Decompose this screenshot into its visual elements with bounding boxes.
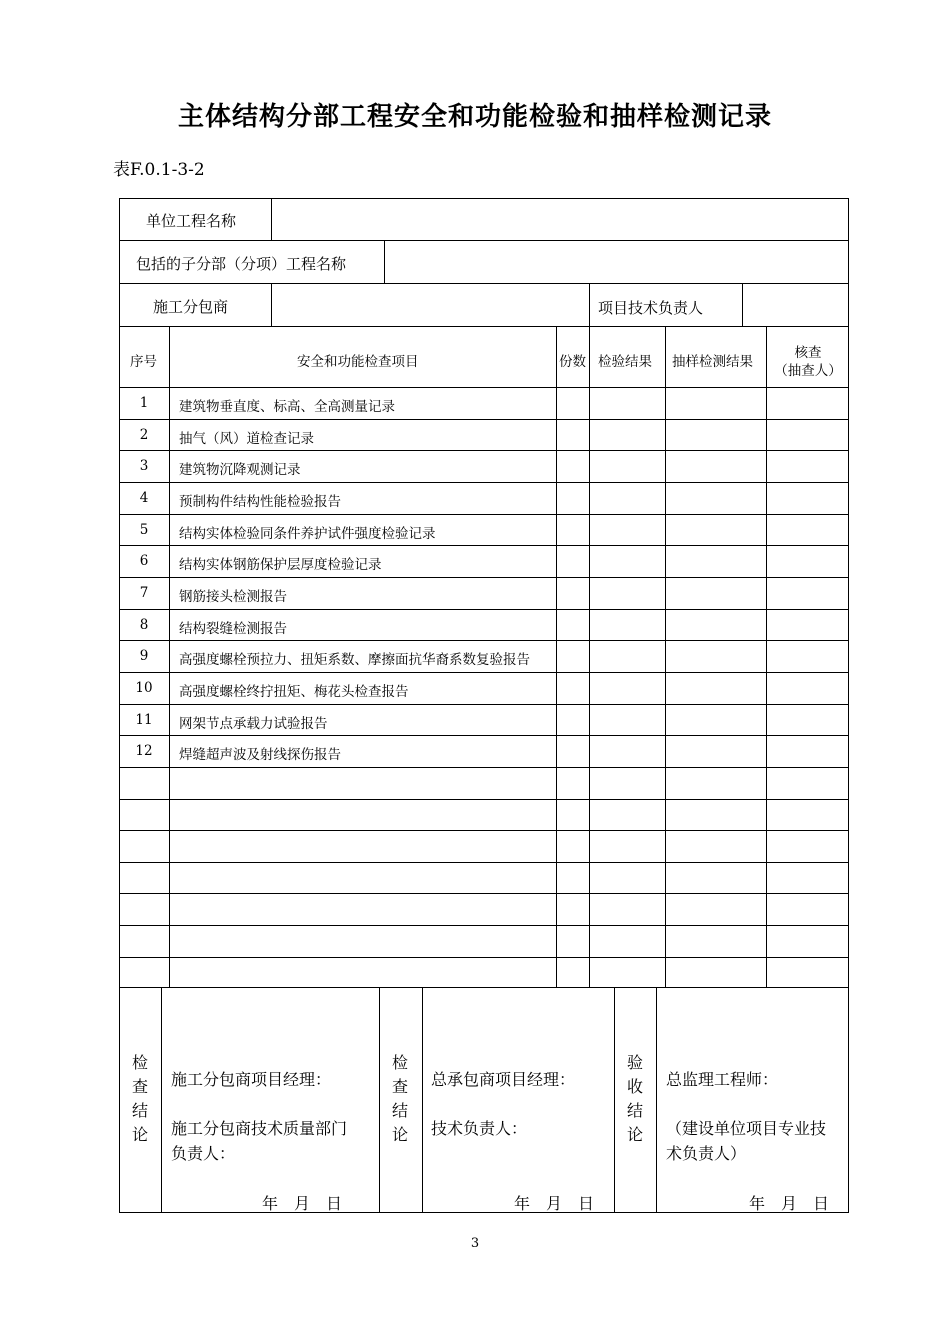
row-divider [119,387,849,388]
date-1: 年 月 日 [262,1194,343,1213]
col-seq-header: 序号 [130,354,157,370]
row-divider [119,419,849,420]
row-item: 高强度螺栓终拧扭矩、梅花头检查报告 [179,683,409,700]
row-divider [119,735,849,736]
row-divider [119,862,849,863]
row-item: 结构实体钢筋保护层厚度检验记录 [179,557,382,574]
col-divider [169,326,170,987]
row-item: 预制构件结构性能检验报告 [179,493,341,510]
row-divider [119,514,849,515]
col-item-header: 安全和功能检查项目 [297,354,419,370]
general-contractor-pm-label: 总承包商项目经理： [431,1070,576,1089]
row-number: 11 [135,711,153,728]
sub-parts-name-label: 包括的子分部（分项）工程名称 [136,255,347,273]
col-check-header-line1: 核查 [794,345,822,361]
footer-label-1: 检 查 结 论 [131,1053,148,1144]
row-divider [119,672,849,673]
subcontractor-qa-label-cont: 负责人： [171,1144,236,1163]
row-number: 3 [139,458,149,475]
page-number: 3 [470,1236,480,1251]
subcontractor-pm-label: 施工分包商项目经理： [171,1070,332,1089]
col-divider [271,198,272,240]
footer-divider [119,987,849,988]
row-item: 高强度螺栓预拉力、扭矩系数、摩擦面抗华裔系数复验报告 [179,652,530,669]
row-item: 结构裂缝检测报告 [179,620,287,637]
project-tech-lead-label: 项目技术负责人 [598,299,704,317]
col-divider [742,283,743,326]
row-item: 建筑物垂直度、标高、全高测量记录 [179,399,395,415]
date-3: 年 月 日 [749,1194,830,1213]
col-divider [766,326,767,987]
row-divider [119,799,849,800]
col-divider [271,283,272,326]
row-divider [119,240,849,241]
owner-tech-lead-label: （建设单位项目专业技 [666,1119,827,1138]
col-sampling-result-header: 抽样检测结果 [672,354,753,370]
subcontractor-label: 施工分包商 [153,298,229,316]
footer-label-3: 验 收 结 论 [626,1053,643,1144]
row-number: 8 [139,616,149,633]
col-divider [589,326,590,987]
row-number: 4 [139,489,149,506]
row-divider [119,283,849,284]
row-item: 建筑物沉降观测记录 [179,462,301,479]
chief-supervisor-label: 总监理工程师： [666,1070,779,1089]
col-divider [589,283,590,326]
row-divider [119,450,849,451]
col-divider [556,326,557,987]
row-divider [119,830,849,831]
document-title: 主体结构分部工程安全和功能检验和抽样检测记录 [177,102,772,132]
row-number: 2 [139,426,149,443]
row-divider [119,545,849,546]
row-divider [119,704,849,705]
row-number: 12 [135,743,153,760]
col-divider [161,987,162,1213]
subcontractor-qa-label: 施工分包商技术质量部门 [171,1119,348,1138]
row-item: 网架节点承载力试验报告 [179,715,328,732]
table-number: 表F.0.1-3-2 [113,160,205,180]
row-divider [119,893,849,894]
row-divider [119,326,849,327]
col-check-header-line2: （抽查人） [774,363,842,379]
unit-project-name-label: 单位工程名称 [146,212,237,230]
row-divider [119,925,849,926]
row-divider [119,640,849,641]
row-number: 9 [139,648,149,665]
footer-label-2: 检 查 结 论 [391,1053,408,1144]
row-item: 钢筋接头检测报告 [179,588,287,605]
col-inspection-result-header: 检验结果 [598,354,652,370]
row-number: 6 [139,553,149,570]
row-divider [119,577,849,578]
col-divider [656,987,657,1213]
row-number: 5 [139,521,149,538]
row-number: 7 [139,584,149,601]
row-divider [119,957,849,958]
col-divider [422,987,423,1213]
row-item: 焊缝超声波及射线探伤报告 [179,747,341,764]
row-item: 结构实体检验同条件养护试件强度检验记录 [179,525,436,542]
row-item: 抽气（风）道检查记录 [179,430,314,447]
row-divider [119,482,849,483]
col-divider [614,987,615,1213]
col-divider [665,326,666,987]
date-2: 年 月 日 [514,1194,595,1213]
row-number: 10 [135,679,153,696]
col-divider [384,240,385,283]
row-divider [119,609,849,610]
col-divider [379,987,380,1213]
tech-lead-label: 技术负责人： [431,1119,528,1138]
owner-tech-lead-label-cont: 术负责人） [666,1144,747,1163]
row-number: 1 [139,395,149,411]
col-copies-header: 份数 [559,354,586,370]
row-divider [119,767,849,768]
